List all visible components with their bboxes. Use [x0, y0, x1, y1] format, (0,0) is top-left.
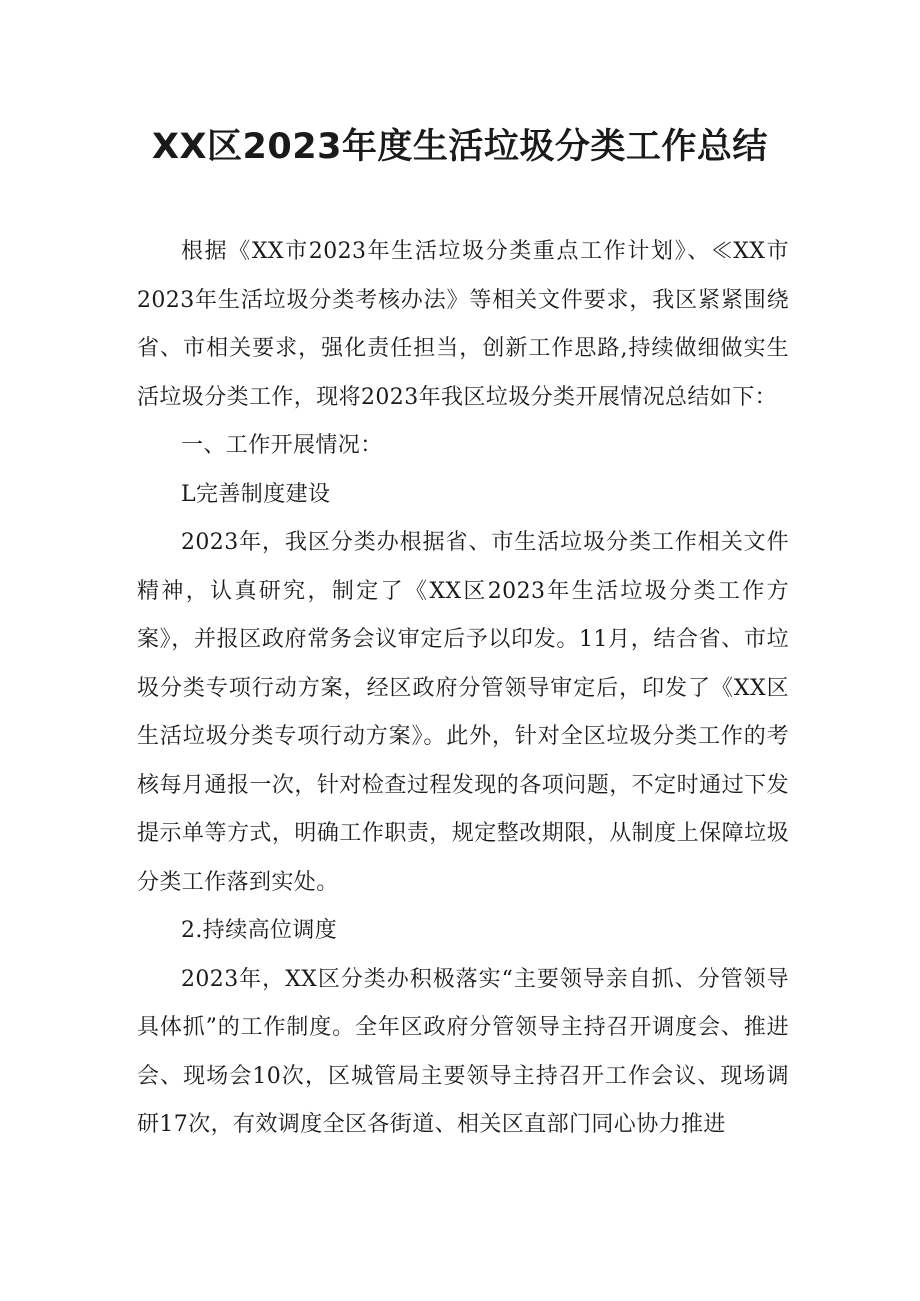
subsection-heading-2: 2.持续高位调度 [181, 918, 338, 943]
body-paragraph-1: 2023年，我区分类办根据省、市生活垃圾分类工作相关文件精神，认真研究，制定了《XX区2023年生活垃圾分类工作方案》，并报区政府常务会议审定后予以印发。11月，结合省、市垃圾分类专项行动方案，经区政府分管领导审定后，印发了《XX区生活垃圾分类专项行动方案》。此外，针对全区垃圾分类工作的考核每月通报一次，针对检查过程发现的各项问题，不定时通过下发提示单等方式，明确工作职责，规定整改期限，从制度上保障垃圾分类工作落到实处。 [137, 530, 789, 895]
section-heading: 一、工作开展情况： [181, 433, 383, 458]
intro-paragraph: 根据《XX市2023年生活垃圾分类重点工作计划》、≪XX市2023年生活垃圾分类考核办法》等相关文件要求，我区紧紧围绕省、市相关要求，强化责任担当，创新工作思路,持续做细做实生活垃圾分类工作，现将2023年我区垃圾分类开展情况总结如下： [137, 239, 789, 410]
body-paragraph-2: 2023年，XX区分类办积极落实“主要领导亲自抓、分管领导具体抓”的工作制度。全年区政府分管领导主持召开调度会、推进会、现场会10次，区城管局主要领导主持召开工作会议、现场调研17次，有效调度全区各街道、相关区直部门同心协力推进 [137, 966, 789, 1137]
document-body [137, 228, 789, 1150]
subsection-heading-1: L完善制度建设 [181, 481, 331, 507]
document-title: XX区2023年度生活垃圾分类工作总结 [152, 127, 768, 167]
